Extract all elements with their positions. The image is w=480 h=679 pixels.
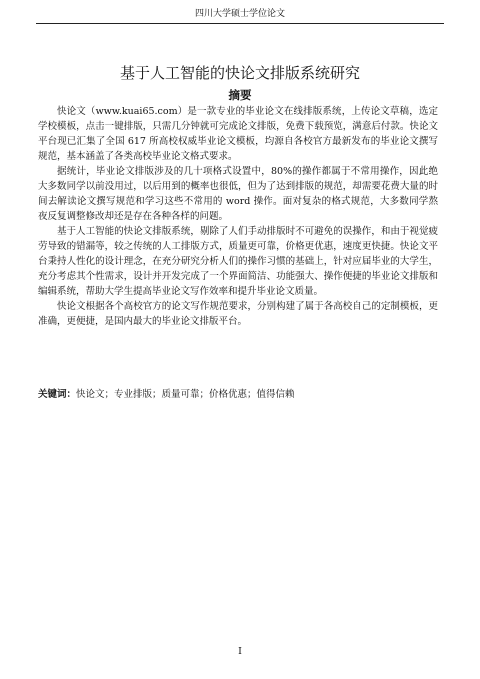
document-title: 基于人工智能的快论文排版系统研究 [119,64,360,82]
abstract-paragraph-4: 快论文根据各个高校官方的论文写作规范要求，分别构建了属于各高校自己的定制模板，更准确，更便捷，是国内最大的毕业论文排版平台。 [38,301,438,327]
abstract-paragraph-3: 基于人工智能的快论文排版系统，剔除了人们手动排版时不可避免的误操作，和由于视觉疲劳导致的错漏等，较之传统的人工排版方式，质量更可靠，价格更优惠，速度更快捷。快论文平台秉持人性化的设计理念，在充分研究分析人们的操作习惯的基础上，针对应届毕业的大学生，充分考虑其个性需求，设计并开发完成了一个界面简洁、功能强大、操作便捷的毕业论文排版和编辑系统，帮助大学生提高毕业论文写作效率和提升毕业论文质量。 [38,226,438,297]
page-number: I [238,646,242,657]
keywords-text: 快论文；专业排版；质量可靠；价格优惠；值得信赖 [76,389,295,400]
keywords-label: 关键词： [38,389,77,400]
keywords-line [38,387,438,402]
abstract-heading: 摘要 [228,88,252,102]
abstract-body [38,104,438,329]
header-divider [36,23,444,24]
running-header: 四川大学硕士学位论文 [194,9,285,19]
abstract-paragraph-2: 据统计，毕业论文排版涉及的几十项格式设置中，80%的操作都属于不常用操作，因此绝大多数同学以前没用过，以后用到的概率也很低，但为了达到排版的规范，却需要花费大量的时间去解读论文撰写规范和学习这些不常用的 word 操作。面对复杂的格式规范，大多数同学熬夜反复调整修改却还是存在各种各样的问题。 [38,166,438,222]
abstract-paragraph-1: 快论文（www.kuai65.com）是一款专业的毕业论文在线排版系统，上传论文草稿，选定学校模板，点击一键排版，只需几分钟就可完成论文排版，免费下载预览，满意后付款。快论文平台现已汇集了全国 617 所高校权威毕业论文模板，均源自各校官方最新发布的毕业论文撰写规范，基本涵盖了各类高校毕业论文格式要求。 [38,106,438,162]
